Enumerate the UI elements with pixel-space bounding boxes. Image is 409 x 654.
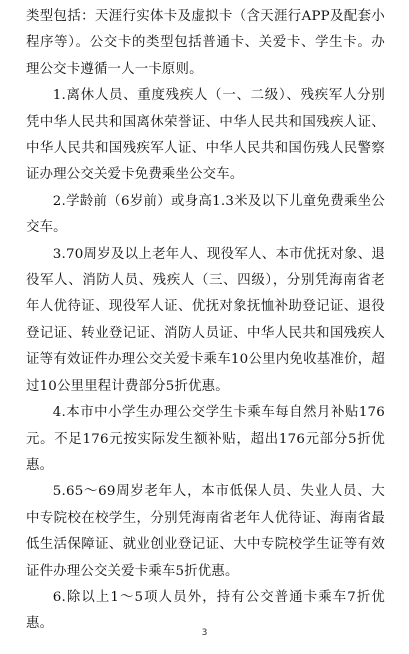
paragraph-item-3: 3.70周岁及以上老年人、现役军人、本市优抚对象、退役军人、消防人员、残疾人（三、四级），分别凭海南省老年人优待证、现役军人证、优抚对象抚恤补助登记证、退役登记证、转业登记证、消防人员证、中华人民共和国残疾人证等有效证件办理公交关爱卡乘车10公里内免收基准价，超过10公里里程计费部分5折优惠。 [26,246,385,394]
paragraph-item-6: 6.除以上1～5项人员外，持有公交普通卡乘车7折优惠。 [26,589,385,632]
paragraph-card-types: 类型包括：天涯行实体卡及虚拟卡（含天涯行APP及配套小程序等）。公交卡的类型包括普通卡、关爱卡、学生卡。办理公交卡遵循一人一卡原则。 [26,9,385,77]
page-number: 3 [201,628,208,638]
paragraph-item-4: 4.本市中小学生办理公交学生卡乘车每自然月补贴176元。不足176元按实际发生额补贴，超出176元部分5折优惠。 [26,405,385,473]
paragraph-item-1: 1.离休人员、重度残疾人（一、二级）、残疾军人分别凭中华人民共和国离休荣誉证、中华人民共和国残疾人证、中华人民共和国残疾军人证、中华人民共和国伤残人民警察证办理公交关爱卡免费乘坐公交车。 [26,88,385,183]
paragraph-item-5: 5.65～69周岁老年人，本市低保人员、失业人员、大中专院校在校学生，分别凭海南省老年人优待证、海南省最低生活保障证、就业创业登记证、大中专院校学生证等有效证件办理公交关爱卡乘车5折优惠。 [26,484,385,579]
paragraph-item-2: 2.学龄前（6岁前）或身高1.3米及以下儿童免费乘坐公交车。 [26,193,385,236]
